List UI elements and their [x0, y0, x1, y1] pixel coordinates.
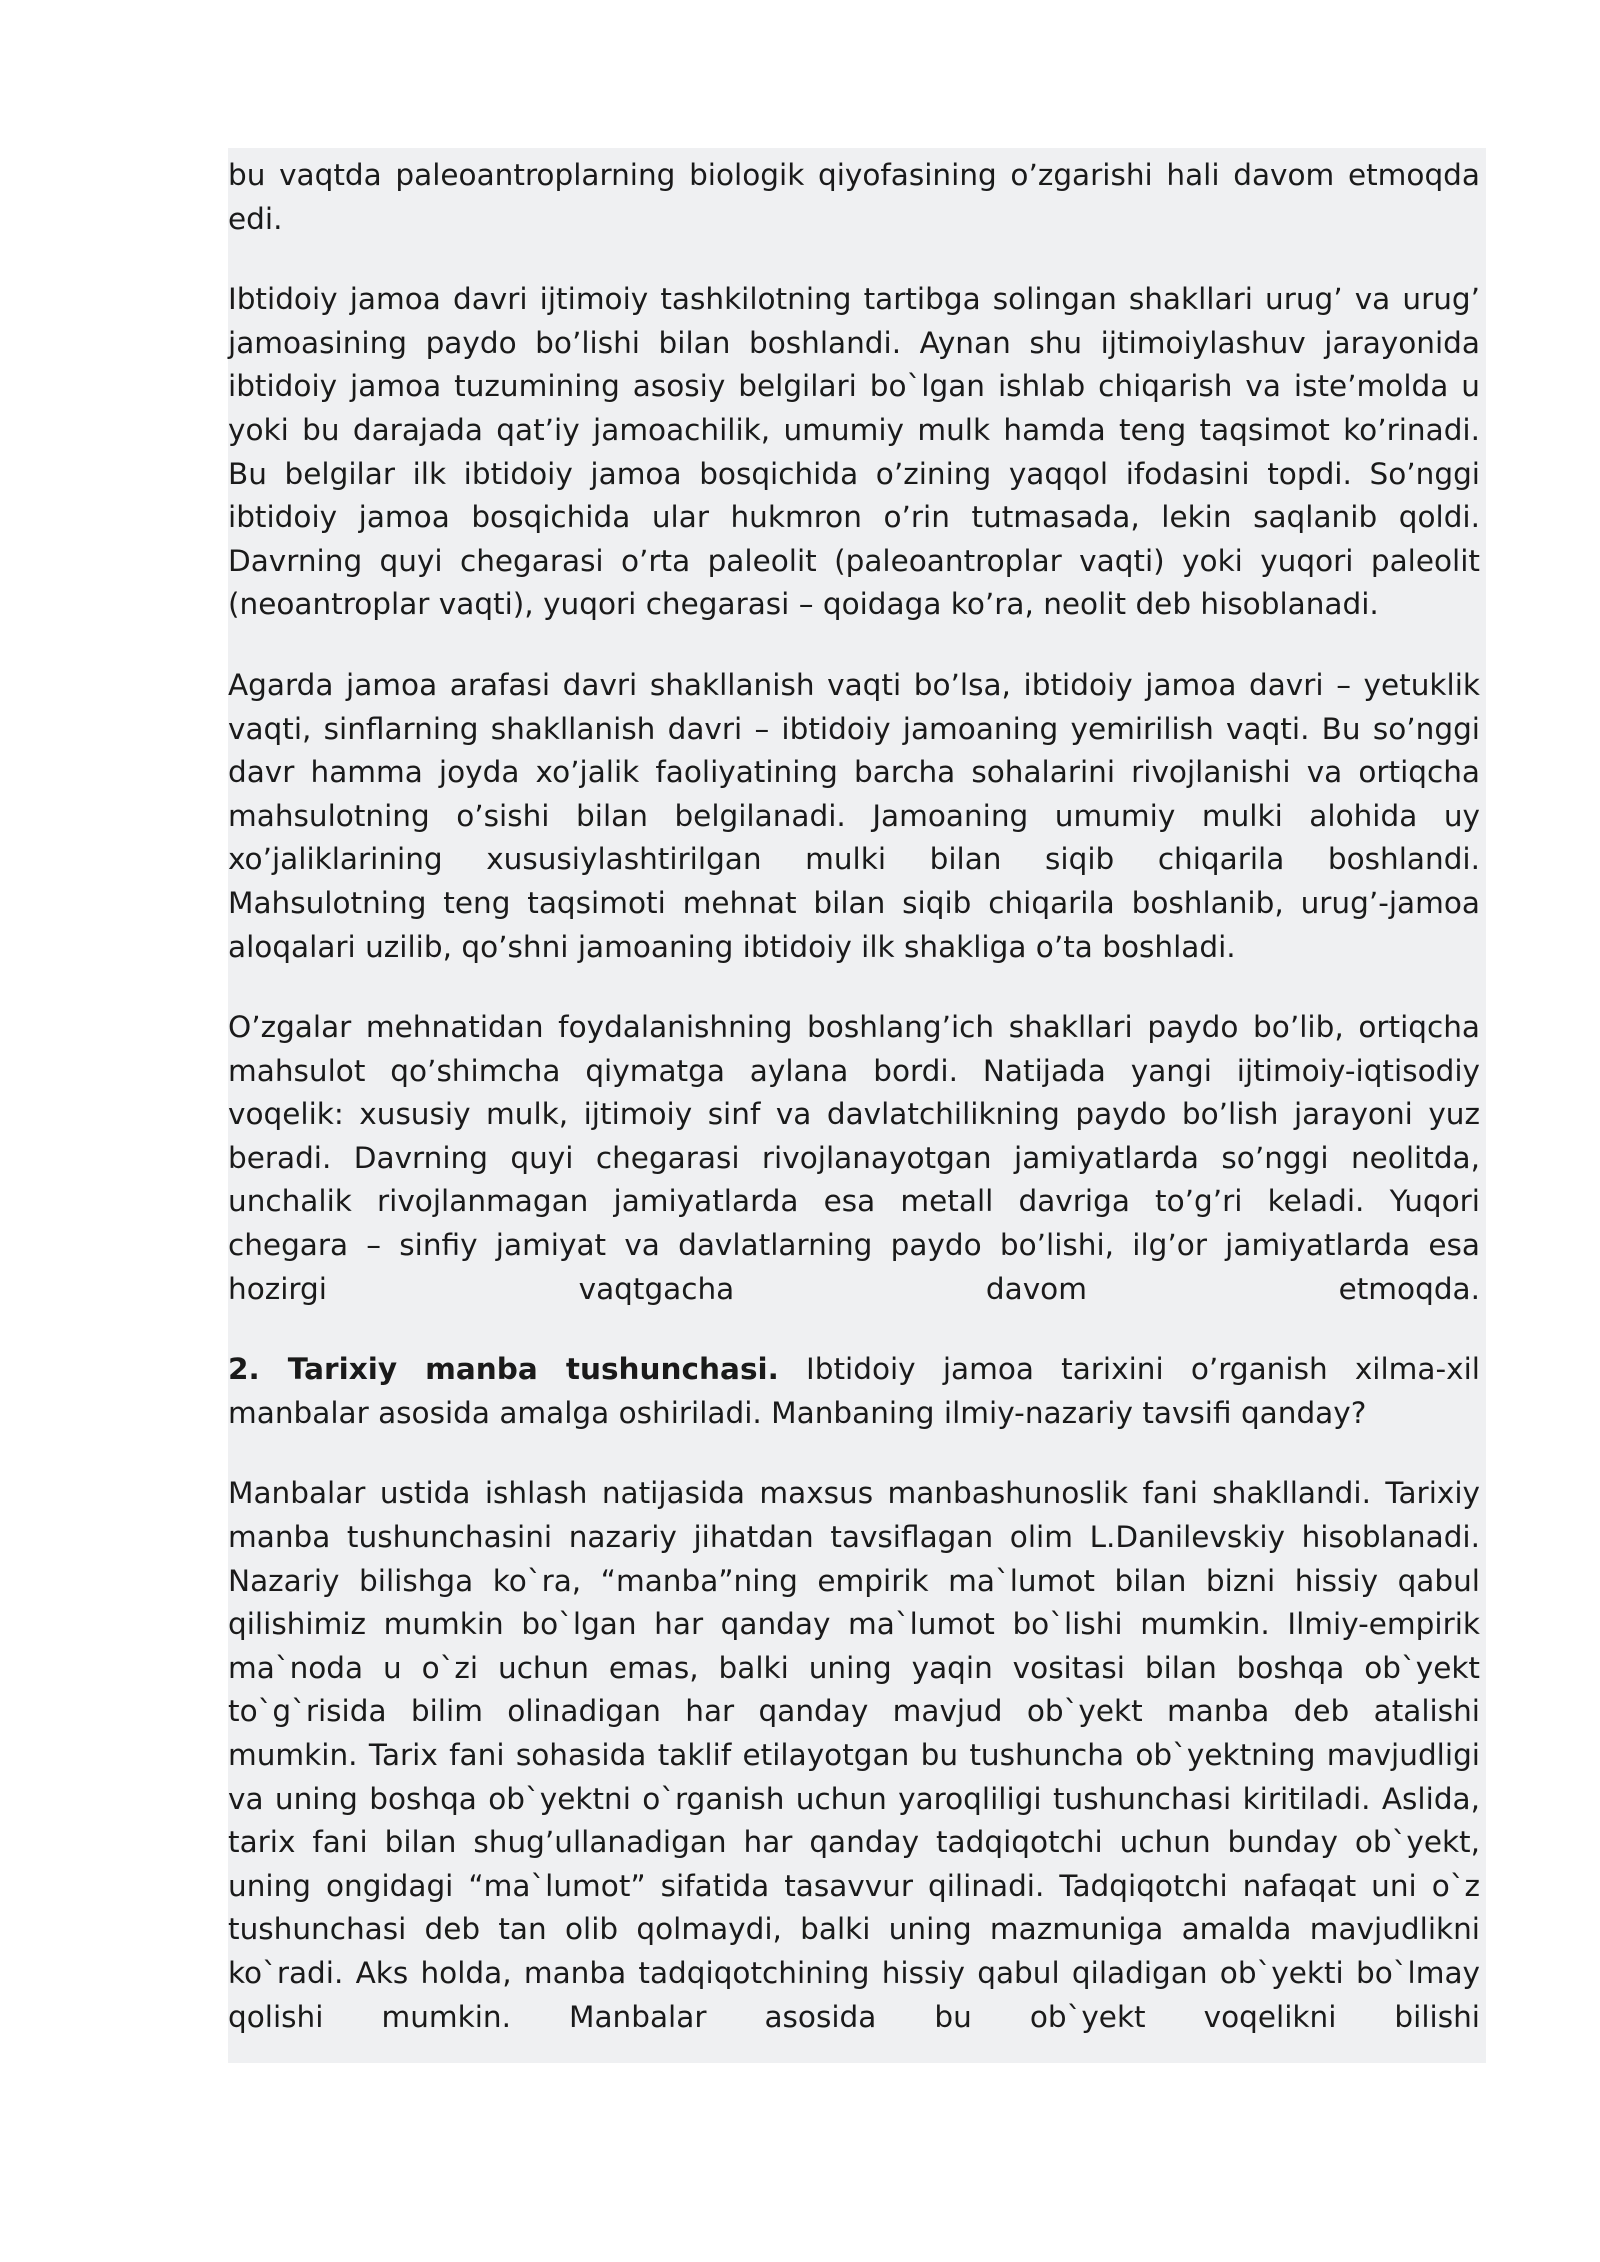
- paragraph-4: [228, 1006, 1480, 1311]
- paragraph-text: Ibtidoiy jamoa tarixini o’rganish xilma-xil manbalar asosida amalga oshiriladi. Manbaning ilmiy-nazariy tavsifi qanday?: [228, 1352, 1480, 1430]
- paragraph-text: Manbalar ustida ishlash natijasida maxsus manbashunoslik fani shakllandi. Tarixiy manba tushunchasini nazariy jihatdan tavsiflagan olim L.Danilevskiy hisoblanadi. Nazariy bilishga ko`ra, “manba”ning empirik ma`lumot bilan bizni hissiy qabul qilishimiz mumkin bo`lgan har qanday ma`lumot bo`lishi mumkin. Ilmiy-empirik ma`noda u o`zi uchun emas, balki uning yaqin vositasi bilan boshqa ob`yekt to`g`risida bilim olinadigan har qanday mavjud ob`yekt manba deb atalishi mumkin. Tarix fani sohasida taklif etilayotgan bu tushuncha ob`yektning mavjudligi va uning boshqa ob`yektni o`rganish uchun yaroqliligi tushunchasi kiritiladi. Aslida, tarix fani bilan shug’ullanadigan har qanday tadqiqotchi uchun bunday ob`yekt, uning ongidagi “ma`lumot” sifatida tasavvur qilinadi. Tadqiqotchi nafaqat uni o`z tushunchasi deb tan olib qolmaydi, balki uning mazmuniga amalda mavjudlikni ko`radi. Aks holda, manba tadqiqotchining hissiy qabul qiladigan ob`yekti bo`lmay qolishi mumkin. Manbalar asosida bu ob`yekt voqelikni bilishi: [228, 1476, 1480, 2034]
- document-body: [228, 148, 1486, 2039]
- paragraph-2: [228, 278, 1480, 627]
- paragraph-5: [228, 1348, 1480, 1435]
- paragraph-text: bu vaqtda paleoantroplarning biologik qiyofasining o’zgarishi hali davom etmoqda edi.: [228, 158, 1480, 236]
- paragraph-text: Agarda jamoa arafasi davri shakllanish vaqti bo’lsa, ibtidoiy jamoa davri – yetuklik vaqti, sinflarning shakllanish davri – ibtidoiy jamoaning yemirilish vaqti. Bu so’nggi davr hamma joyda xo’jalik faoliyatining barcha sohalarini rivojlanishi va ortiqcha mahsulotning o’sishi bilan belgilanadi. Jamoaning umumiy mulki alohida uy xo’jaliklarining xususiylashtirilgan mulki bilan siqib chiqarila boshlandi. Mahsulotning teng taqsimoti mehnat bilan siqib chiqarila boshlanib, urug’-jamoa aloqalari uzilib, qo’shni jamoaning ibtidoiy ilk shakliga o’ta boshladi.: [228, 667, 1480, 964]
- paragraph-text: Ibtidoiy jamoa davri ijtimoiy tashkilotning tartibga solingan shakllari urug’ va urug’ jamoasining paydo bo’lishi bilan boshlandi. Aynan shu ijtimoiylashuv jarayonida ibtidoiy jamoa tuzumining asosiy belgilari bo`lgan ishlab chiqarish va iste’molda u yoki bu darajada qat’iy jamoachilik, umumiy mulk hamda teng taqsimot ko’rinadi. Bu belgilar ilk ibtidoiy jamoa bosqichida o’zining yaqqol ifodasini topdi. So’nggi ibtidoiy jamoa bosqichida ular hukmron o’rin tutmasada, lekin saqlanib qoldi. Davrning quyi chegarasi o’rta paleolit (paleoantroplar vaqti) yoki yuqori paleolit (neoantroplar vaqti), yuqori chegarasi – qoidaga ko’ra, neolit deb hisoblanadi.: [228, 282, 1480, 622]
- paragraph-3: [228, 664, 1480, 969]
- paragraph-text: O’zgalar mehnatidan foydalanishning boshlang’ich shakllari paydo bo’lib, ortiqcha mahsulot qo’shimcha qiymatga aylana bordi. Natijada yangi ijtimoiy-iqtisodiy voqelik: xususiy mulk, ijtimoiy sinf va davlatchilikning paydo bo’lish jarayoni yuz beradi. Davrning quyi chegarasi rivojlanayotgan jamiyatlarda so’nggi neolitda, unchalik rivojlanmagan jamiyatlarda esa metall davriga to’g’ri keladi. Yuqori chegara – sinfiy jamiyat va davlatlarning paydo bo’lishi, ilg’or jamiyatlarda esa hozirgi vaqtgacha davom etmoqda.: [228, 1010, 1480, 1306]
- paragraph-1: [228, 154, 1480, 241]
- section-heading: 2. Tarixiy manba tushunchasi.: [228, 1352, 779, 1387]
- text-block: [228, 148, 1486, 2063]
- paragraph-6: [228, 1472, 1480, 2039]
